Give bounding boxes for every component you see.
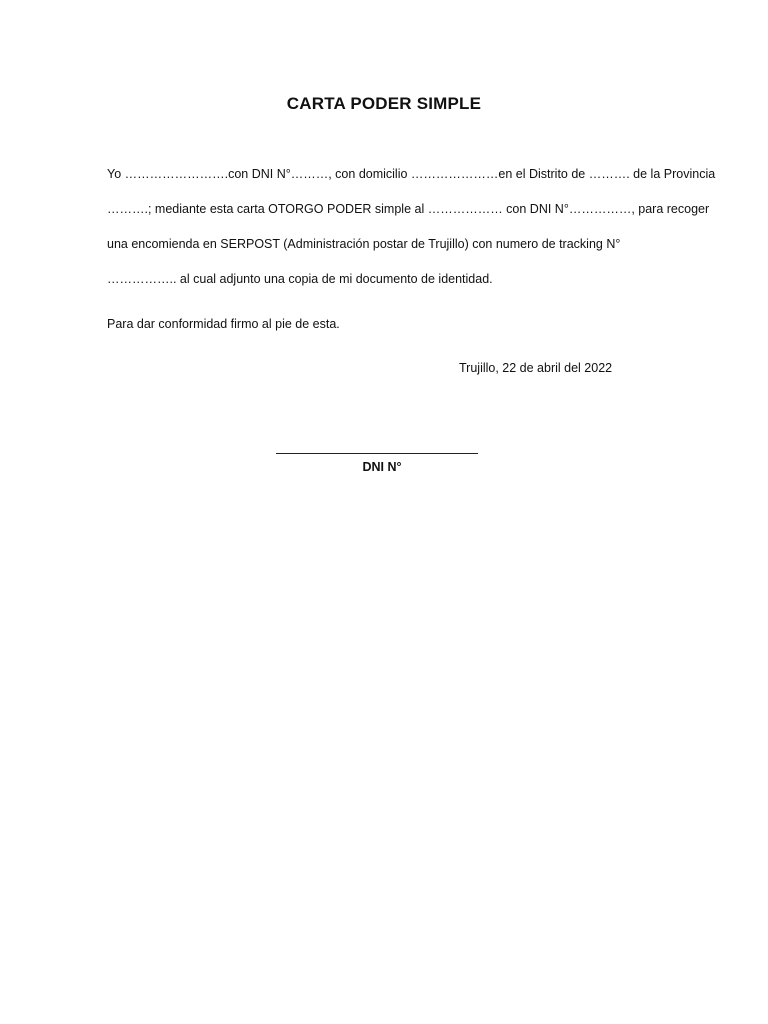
date-line: Trujillo, 22 de abril del 2022 xyxy=(459,361,613,375)
signature-dni-label: DNI N° xyxy=(362,460,402,474)
paragraph-line-3: una encomienda en SERPOST (Administración postar de Trujillo) con numero de tracking N° xyxy=(107,237,621,251)
paragraph-line-2: ……….; mediante esta carta OTORGO PODER simple al ……………… con DNI N°……………, para recoger xyxy=(107,202,710,216)
closing-sentence: Para dar conformidad firmo al pie de esta. xyxy=(107,317,340,331)
document-title: CARTA PODER SIMPLE xyxy=(286,94,482,113)
signature-line xyxy=(276,453,478,454)
paragraph-line-4: …………….. al cual adjunto una copia de mi documento de identidad. xyxy=(107,272,493,286)
paragraph-line-1: Yo …………………….con DNI N°………, con domicilio …………………en el Distrito de ………. de la Provincia xyxy=(107,167,716,181)
